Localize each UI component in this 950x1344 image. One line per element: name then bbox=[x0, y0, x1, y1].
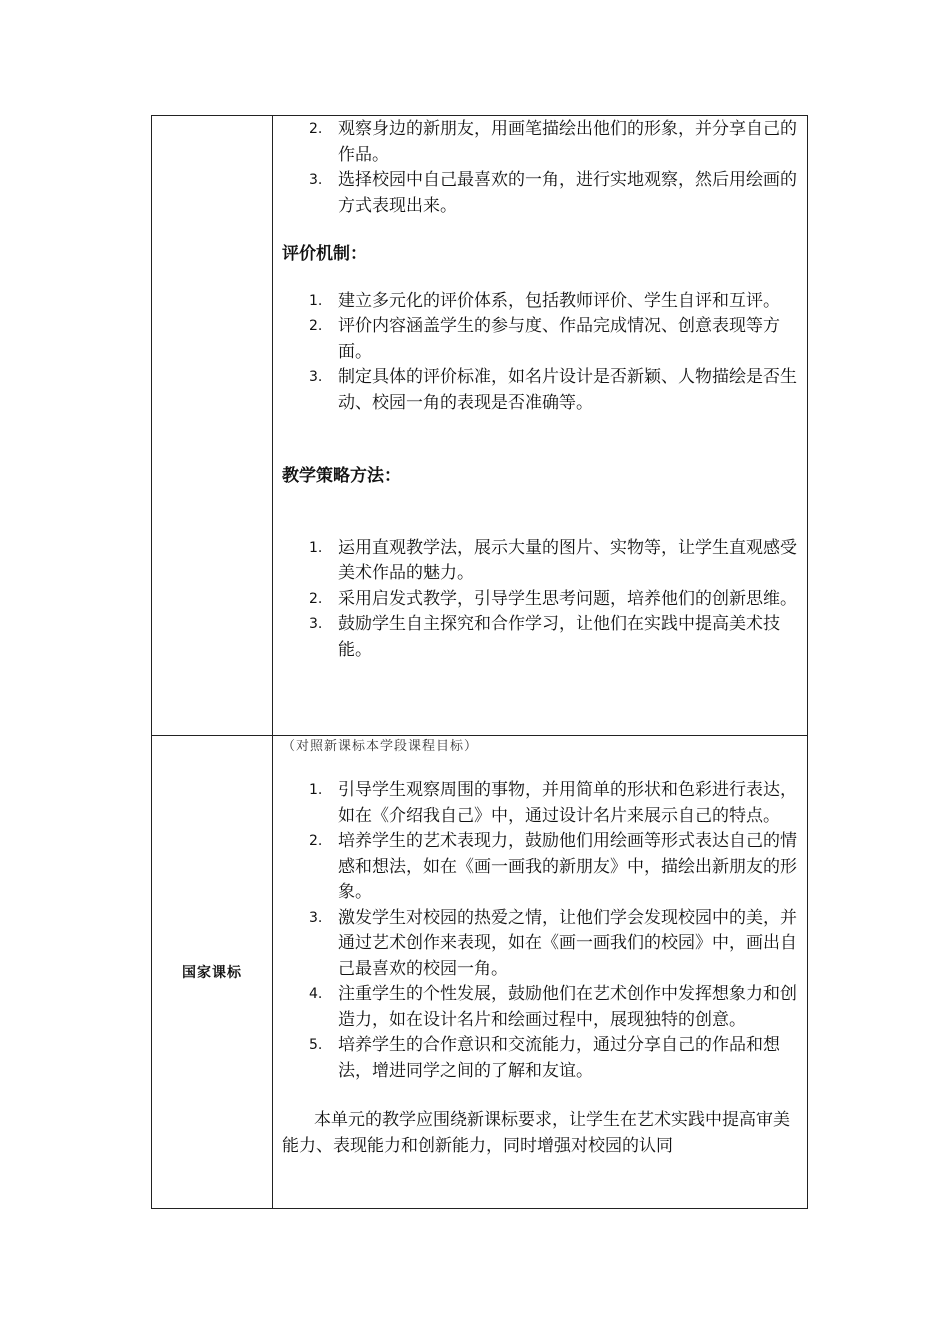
goals-list bbox=[282, 778, 798, 1084]
list-item: 2. 采用启发式教学，引导学生思考问题，培养他们的创新思维。 bbox=[309, 588, 797, 609]
list-item: 1. 引导学生观察周围的事物，并用简单的形状和色彩进行表达，如在《介绍我自己》中，通过设计名片来展示自己的特点。 bbox=[309, 780, 797, 826]
list-item: 2. 观察身边的新朋友，用画笔描绘出他们的形象，并分享自己的作品。 bbox=[309, 119, 797, 165]
list-item: 5. 培养学生的合作意识和交流能力，通过分享自己的作品和想法，增进同学之间的了解和友谊。 bbox=[309, 1035, 780, 1081]
list-item: 1. 运用直观教学法，展示大量的图片、实物等，让学生直观感受美术作品的魅力。 bbox=[309, 537, 797, 583]
evaluation-list bbox=[282, 289, 798, 417]
summary-paragraph: 本单元的教学应围绕新课标要求，让学生在艺术实践中提高审美能力、表现能力和创新能力，同时增强对校园的认同 bbox=[282, 1110, 790, 1156]
list-item: 3. 制定具体的评价标准，如名片设计是否新颖、人物描绘是否生动、校园一角的表现是否准确等。 bbox=[309, 367, 797, 413]
table-row bbox=[152, 116, 808, 736]
list-item: 2. 评价内容涵盖学生的参与度、作品完成情况、创意表现等方面。 bbox=[309, 316, 780, 362]
list-item: 3. 激发学生对校园的热爱之情，让他们学会发现校园中的美，并通过艺术创作来表现，如在《画一画我们的校园》中，画出自己最喜欢的校园一角。 bbox=[309, 907, 797, 979]
content-cell bbox=[273, 736, 808, 1209]
national-standard-label: 国家课标 bbox=[182, 965, 242, 981]
content-cell bbox=[273, 116, 808, 736]
list-item: 3. 选择校园中自己最喜欢的一角，进行实地观察，然后用绘画的方式表现出来。 bbox=[309, 170, 797, 216]
strategy-heading: 教学策略方法： bbox=[282, 466, 401, 486]
row-label-cell bbox=[152, 116, 273, 736]
activity-list bbox=[282, 117, 798, 219]
row-label-cell bbox=[152, 736, 273, 1209]
strategy-list bbox=[282, 536, 798, 664]
list-item: 3. 鼓励学生自主探究和合作学习，让他们在实践中提高美术技能。 bbox=[309, 614, 780, 660]
list-item: 1. 建立多元化的评价体系，包括教师评价、学生自评和互评。 bbox=[309, 290, 780, 311]
list-item: 4. 注重学生的个性发展，鼓励他们在艺术创作中发挥想象力和创造力，如在设计名片和绘画过程中，展现独特的创意。 bbox=[309, 984, 797, 1030]
lesson-plan-table bbox=[151, 115, 808, 1209]
standard-note: （对照新课标本学段课程目标） bbox=[282, 739, 479, 754]
list-item: 2. 培养学生的艺术表现力，鼓励他们用绘画等形式表达自己的情感和想法，如在《画一画我的新朋友》中，描绘出新朋友的形象。 bbox=[309, 831, 797, 902]
table-row bbox=[152, 736, 808, 1209]
evaluation-heading: 评价机制： bbox=[282, 244, 367, 264]
